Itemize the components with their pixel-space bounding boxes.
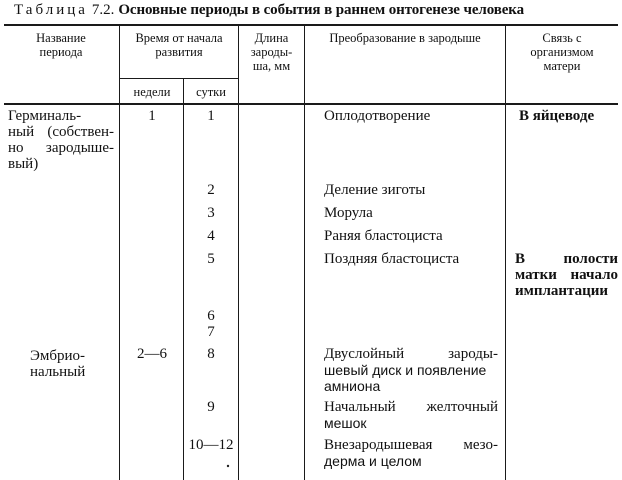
header-name: Название периода [36, 31, 86, 59]
column-divider [505, 25, 506, 480]
link-uterine-implantation: В полости матки начало имплантации [515, 251, 618, 299]
scan-speck [226, 464, 230, 468]
day-cell: 7 [207, 324, 215, 340]
period-embryonic: Эмбрио- нальный [30, 348, 86, 380]
day-cell: 8 [207, 346, 215, 362]
event-extraembryonic-mesoderm: Внезародышевая мезо- дерма и целом [324, 437, 498, 469]
column-divider [238, 25, 239, 480]
event-yolk-sac: Начальный желточный мешок [324, 399, 498, 431]
column-divider [183, 78, 184, 480]
header-weeks: недели [133, 85, 171, 99]
column-divider [119, 25, 120, 480]
event-bilaminar-disc: Двуслойный зароды- шевый диск и появление амниона [324, 346, 498, 394]
day-cell: 3 [207, 205, 215, 221]
link-oviduct: В яйцеводе [519, 108, 595, 124]
header-transformation: Преобразование в зародыше [329, 31, 481, 45]
caption-title: Основные периоды в события в раннем онтогенезе человека [118, 2, 525, 18]
day-cell: 5 [207, 251, 215, 267]
day-cell: 10—12 [188, 437, 234, 453]
caption-lead: Таблица [14, 2, 88, 18]
event-zygote-cleavage: Деление зиготы [324, 182, 426, 198]
header-maternal-link: Связь с организмом матери [530, 31, 594, 73]
weeks-germinal: 1 [148, 108, 156, 124]
table-caption [14, 2, 614, 19]
day-cell: 1 [207, 108, 215, 124]
header-bottom-rule [4, 103, 618, 105]
header-length: Длина зароды- ша, мм [250, 31, 293, 73]
column-divider [304, 25, 305, 480]
header-time: Время от начала развития [135, 31, 223, 59]
subheader-rule [120, 78, 238, 79]
event-late-blastocyst: Поздняя бластоциста [324, 251, 460, 267]
event-early-blastocyst: Раняя бластоциста [324, 228, 443, 244]
event-fertilization: Оплодотворение [324, 108, 431, 124]
day-cell: 4 [207, 228, 215, 244]
period-germinal: Герминаль- ный (собствен- но зародыше- вый) [8, 108, 114, 172]
header-days: сутки [196, 85, 226, 99]
day-cell: 6 [207, 308, 215, 324]
weeks-embryonic: 2—6 [137, 346, 167, 362]
top-rule [4, 24, 618, 26]
caption-number: 7.2. [91, 2, 115, 18]
day-cell: 2 [207, 182, 215, 198]
event-morula: Морула [324, 205, 373, 221]
day-cell: 9 [207, 399, 215, 415]
